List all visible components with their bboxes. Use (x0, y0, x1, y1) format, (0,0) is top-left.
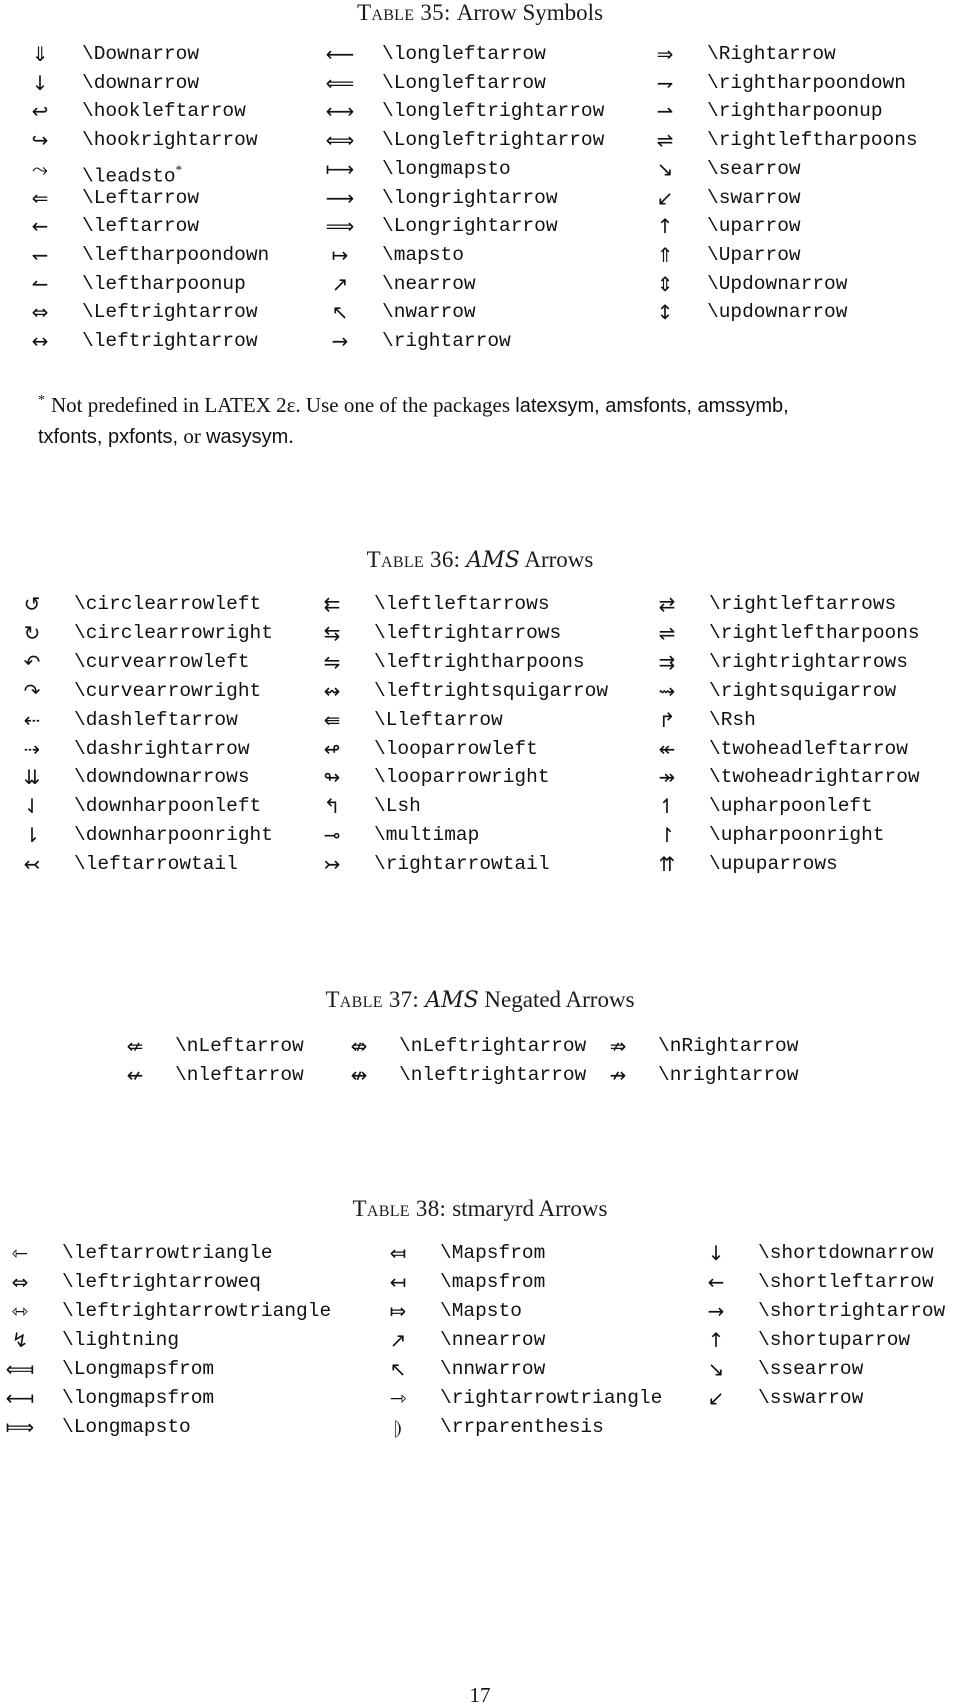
latex-command (707, 298, 847, 327)
arrow-symbol-icon: ↺ (23, 592, 41, 616)
latex-command-text: \longleftrightarrow (382, 100, 605, 123)
arrow-symbol-icon: ⇁ (656, 70, 674, 95)
arrow-symbol-icon: ⇔ (11, 1270, 29, 1294)
arrow-symbol-icon: → (331, 329, 349, 353)
latex-command (707, 155, 801, 184)
arrow-symbol-icon: ↦ (331, 242, 349, 267)
latex-command (374, 677, 608, 706)
footnote-marker: * (175, 161, 183, 177)
latex-command-text: \shortrightarrow (758, 1300, 946, 1322)
latex-command-text: \rrparenthesis (440, 1416, 604, 1438)
latex-command-text: \rightarrow (382, 330, 511, 352)
latex-command-text: \leftharpoonup (82, 272, 246, 295)
arrow-symbol-icon: ↿ (658, 794, 676, 819)
arrow-symbol-icon: ⇏ (609, 1034, 627, 1058)
latex-command (82, 298, 258, 327)
latex-command (374, 590, 550, 619)
arrow-symbol-icon: ↣ (323, 852, 341, 877)
latex-command-text: \nnwarrow (440, 1358, 546, 1380)
latex-command-text: \leftarrow (82, 215, 200, 238)
footnote-star: * (38, 393, 45, 408)
arrow-symbol-icon: ↘ (656, 156, 674, 181)
caption-rest: Arrow Symbols (456, 0, 604, 25)
arrow-symbol-icon: ⇒ (656, 42, 674, 66)
latex-command (382, 270, 476, 299)
arrow-symbol-icon: ⇚ (323, 707, 341, 732)
latex-command-text: \nwarrow (382, 301, 476, 324)
latex-command (74, 792, 261, 821)
latex-command (82, 270, 246, 299)
caption-prefix: Table 37: (325, 987, 426, 1012)
latex-command-text: \nrightarrow (658, 1064, 799, 1086)
latex-command (74, 619, 273, 648)
latex-command-text: \curvearrowright (74, 679, 262, 702)
latex-command-text: \upuparrows (709, 853, 838, 876)
caption-rest: Arrows (519, 547, 594, 572)
latex-command (440, 1239, 545, 1268)
latex-command (382, 327, 511, 356)
latex-command-text: \shortleftarrow (758, 1271, 934, 1293)
latex-command-text: \curvearrowleft (74, 650, 250, 673)
latex-command-text: \rightleftarrows (709, 593, 897, 615)
latex-command (62, 1239, 273, 1268)
latex-command (707, 126, 918, 155)
latex-command-text: \nnearrow (440, 1329, 546, 1351)
latex-command (440, 1297, 522, 1326)
arrow-symbol-icon: ⇠ (23, 707, 41, 732)
latex-command-text: \nLeftrightarrow (399, 1035, 587, 1057)
footnote-pkg-2: txfonts, pxfonts, (38, 426, 179, 448)
latex-command (709, 619, 920, 648)
latex-command-text: \leftrightarroweq (62, 1271, 261, 1293)
latex-command-text: \Leftrightarrow (82, 301, 258, 324)
arrow-symbol-icon: ↖ (389, 1357, 407, 1381)
latex-command (758, 1239, 934, 1268)
arrow-symbol-icon: ↙ (707, 1386, 725, 1410)
latex-command-text: \Downarrow (82, 43, 200, 65)
latex-command-text: \Longrightarrow (382, 215, 558, 238)
arrow-symbol-icon: ↱ (658, 707, 676, 732)
latex-command (707, 97, 883, 126)
arrow-symbol-icon: ← (707, 1270, 725, 1294)
arrow-symbol-icon: ↠ (658, 765, 676, 790)
arrow-symbol-icon: ⟶ (325, 185, 355, 210)
latex-command-text: \Longmapsto (62, 1416, 191, 1438)
latex-command-text: \Mapsto (440, 1300, 522, 1322)
latex-command (707, 40, 836, 69)
arrow-symbol-icon: ⇐ (31, 185, 49, 210)
arrow-symbol-icon: ↷ (23, 678, 41, 703)
latex-command-text: \lightning (62, 1329, 180, 1351)
arrow-symbol-icon: ⇑ (656, 242, 674, 267)
latex-command-text: \upharpoonright (709, 824, 885, 847)
arrow-symbol-icon: ↢ (23, 852, 41, 877)
arrow-symbol-icon: ⇔ (31, 300, 49, 325)
latex-command-text: \Lleftarrow (374, 708, 503, 731)
latex-command (374, 619, 561, 648)
latex-command-text: \circlearrowright (74, 621, 273, 644)
latex-command-text: \Leftarrow (82, 186, 200, 209)
latex-command (62, 1268, 261, 1297)
latex-command-text: \longleftarrow (382, 43, 546, 65)
footnote-text-2: or (178, 424, 207, 448)
arrow-symbol-icon: ⇍ (126, 1034, 144, 1058)
latex-command (74, 763, 250, 792)
latex-command-text: \Lsh (374, 795, 421, 818)
arrow-symbol-icon: ⟵ (325, 42, 355, 66)
arrow-symbol-icon: ⇕ (656, 271, 674, 296)
latex-command-text: \leftharpoondown (82, 243, 270, 266)
latex-command (175, 1032, 304, 1061)
arrow-symbol-icon: ⇀ (656, 99, 674, 124)
latex-command-text: \upharpoonleft (709, 795, 873, 818)
arrow-symbol-icon: ⇇ (323, 592, 341, 616)
latex-command (62, 1413, 191, 1442)
arrow-symbol-icon: ↪ (31, 128, 49, 153)
latex-command-text: \downarrow (82, 71, 200, 94)
page-number: 17 (469, 1683, 491, 1707)
latex-command-text: \leftrightsquigarrow (374, 679, 609, 702)
arrow-symbol-icon: ↬ (323, 765, 341, 790)
latex-command (709, 821, 885, 850)
arrow-symbol-icon: ↛ (609, 1063, 627, 1087)
latex-command (382, 241, 464, 270)
latex-command-text: \Rightarrow (707, 43, 836, 65)
latex-command-text: \Longmapsfrom (62, 1358, 215, 1380)
arrow-symbol-icon: ↞ (658, 736, 676, 761)
arrow-symbol-icon: ⟹ (325, 214, 355, 239)
latex-command-text: \swarrow (707, 186, 801, 209)
table-35-caption (0, 0, 960, 26)
latex-command-text: \hookrightarrow (82, 129, 258, 152)
arrow-symbol-icon: ⟸ (325, 70, 355, 95)
table-37-caption (0, 987, 960, 1013)
arrow-symbol-icon: ↭ (323, 678, 341, 703)
arrow-symbol-icon: ↩ (31, 99, 49, 124)
latex-command-text: \rightsquigarrow (709, 679, 897, 702)
arrow-symbol-icon: ⟽ (5, 1357, 35, 1381)
latex-command (374, 763, 550, 792)
latex-command-text: \rightharpoonup (707, 100, 883, 123)
latex-command (709, 706, 756, 735)
latex-command (82, 212, 199, 241)
latex-command (709, 763, 920, 792)
latex-command-text: \ssearrow (758, 1358, 864, 1380)
latex-command (707, 69, 906, 98)
arrow-symbol-icon: ⤇ (389, 1299, 407, 1323)
latex-command-text: \multimap (374, 824, 480, 847)
arrow-symbol-icon: ⇾ (389, 1386, 407, 1410)
latex-command-text: \hookleftarrow (82, 100, 246, 123)
latex-command (82, 126, 258, 155)
latex-command-text: \leftrightarrows (374, 621, 562, 644)
latex-command (709, 792, 873, 821)
arrow-symbol-icon: ⟾ (5, 1415, 35, 1439)
arrow-symbol-icon: ↓ (707, 1241, 725, 1265)
latex-command (74, 590, 261, 619)
latex-command-text: \dashrightarrow (74, 737, 250, 760)
arrow-symbol-icon: ⟺ (325, 128, 355, 153)
latex-command-text: \nearrow (382, 272, 476, 295)
latex-command-text: \Uparrow (707, 243, 801, 266)
arrow-symbol-icon: ↕ (656, 300, 674, 325)
latex-command (709, 590, 896, 619)
latex-command (74, 706, 238, 735)
arrow-symbol-icon: ⇈ (658, 852, 676, 877)
latex-command-text: \downharpoonright (74, 824, 273, 847)
latex-command (382, 212, 558, 241)
arrow-symbol-icon: ↘ (707, 1357, 725, 1381)
latex-command (374, 648, 585, 677)
arrow-symbol-icon: ⇋ (323, 649, 341, 674)
latex-command (382, 298, 476, 327)
latex-command-text: \rightleftharpoons (709, 621, 920, 644)
latex-command (440, 1413, 604, 1442)
latex-command (707, 212, 801, 241)
latex-command-text: \searrow (707, 157, 801, 180)
arrow-symbol-icon: ↚ (126, 1063, 144, 1087)
caption-rest: stmaryrd Arrows (452, 1196, 608, 1221)
latex-command (758, 1326, 910, 1355)
latex-command (709, 648, 908, 677)
footnote-pkg-1: latexsym, amsfonts, amssymb, (515, 395, 789, 417)
latex-command-text: \longmapsto (382, 157, 511, 180)
latex-command-text: \Updownarrow (707, 272, 848, 295)
latex-command (399, 1032, 586, 1061)
latex-command-text: \rightharpoondown (707, 71, 906, 94)
latex-command (709, 677, 896, 706)
latex-command (82, 97, 246, 126)
arrow-symbol-icon: ⇎ (350, 1034, 368, 1058)
arrow-symbol-icon: ↮ (350, 1063, 368, 1087)
latex-command-text: \nLeftarrow (175, 1035, 304, 1057)
arrow-symbol-icon: ↗ (389, 1328, 407, 1352)
footnote-text-3: . (288, 424, 294, 448)
latex-command-text: \leftarrowtail (74, 853, 238, 876)
latex-command-text: \nleftarrow (175, 1064, 304, 1086)
latex-command (74, 850, 238, 879)
arrow-symbol-icon: ↙ (656, 185, 674, 210)
latex-command (62, 1297, 331, 1326)
arrow-symbol-icon: ⇊ (23, 765, 41, 790)
latex-command (382, 184, 558, 213)
arrow-symbol-icon: ↑ (707, 1328, 725, 1352)
arrow-symbol-icon: ↰ (323, 794, 341, 819)
latex-command-text: \leftrightharpoons (374, 650, 585, 673)
latex-command-text: \Rsh (709, 708, 756, 731)
latex-command-text: \twoheadrightarrow (709, 766, 920, 789)
arrow-symbol-icon: ⇌ (658, 620, 676, 645)
arrow-symbol-icon: ⇆ (323, 620, 341, 645)
latex-command-text: \downharpoonleft (74, 795, 262, 818)
latex-command-text: \longmapsfrom (62, 1387, 215, 1409)
arrow-symbol-icon: ⦈ (394, 1415, 402, 1439)
latex-command (399, 1061, 586, 1090)
latex-command (82, 241, 269, 270)
latex-command (658, 1061, 798, 1090)
latex-command-text: \circlearrowleft (74, 593, 262, 615)
caption-prefix: Table 35: (356, 0, 457, 25)
arrow-symbol-icon: ⟷ (325, 99, 355, 124)
latex-command-text: \looparrowleft (374, 737, 538, 760)
latex-command (707, 241, 801, 270)
latex-command-text: \rightarrowtriangle (440, 1387, 663, 1409)
latex-command (707, 270, 847, 299)
latex-command (62, 1384, 214, 1413)
latex-command (382, 69, 546, 98)
footnote-pkg-3: wasysym (206, 426, 289, 448)
arrow-symbol-icon: ↤ (389, 1270, 407, 1294)
arrow-symbol-icon: ⇃ (23, 794, 41, 819)
latex-command-text: \longrightarrow (382, 186, 558, 209)
latex-command-text: \uparrow (707, 215, 801, 238)
latex-command (440, 1384, 662, 1413)
arrow-symbol-icon: ↽ (31, 242, 49, 267)
table-38-caption (0, 1196, 960, 1222)
arrow-symbol-icon: ↫ (323, 736, 341, 761)
latex-command-text: \looparrowright (374, 766, 550, 789)
arrow-symbol-icon: ↓ (31, 70, 49, 95)
arrow-symbol-icon: ↖ (331, 300, 349, 325)
caption-ams: AMS (466, 548, 520, 573)
caption-prefix: Table 38: (352, 1196, 453, 1221)
latex-command (440, 1326, 545, 1355)
latex-command (74, 735, 250, 764)
latex-command (374, 792, 421, 821)
latex-command-text: \dashleftarrow (74, 708, 238, 731)
latex-command-text: \nRightarrow (658, 1035, 799, 1057)
latex-command-text: \rightrightarrows (709, 650, 908, 673)
latex-command (62, 1355, 214, 1384)
latex-command (707, 184, 801, 213)
latex-command-text: \rightleftharpoons (707, 129, 918, 152)
caption-prefix: Table 36: (366, 547, 467, 572)
latex-command (382, 155, 511, 184)
latex-command (374, 735, 538, 764)
arrow-symbol-icon: ← (31, 214, 49, 239)
latex-command (440, 1268, 545, 1297)
latex-command-text: \Longleftarrow (382, 71, 546, 94)
latex-command-text: \updownarrow (707, 301, 848, 324)
latex-command (374, 706, 503, 735)
caption-ams: AMS (425, 988, 479, 1013)
arrow-symbol-icon: ↼ (31, 271, 49, 296)
arrow-symbol-icon: ⇓ (31, 42, 49, 66)
arrow-symbol-icon: ⤆ (389, 1241, 407, 1265)
latex-command (440, 1355, 545, 1384)
footnote (38, 386, 938, 452)
latex-command-text: \twoheadleftarrow (709, 737, 908, 760)
arrow-symbol-icon: ⊸ (323, 823, 341, 848)
arrow-symbol-icon: ↗ (331, 271, 349, 296)
arrow-symbol-icon: ↾ (658, 823, 676, 848)
latex-command (74, 677, 261, 706)
latex-command (709, 735, 908, 764)
arrow-symbol-icon: ⇌ (656, 128, 674, 153)
arrow-symbol-icon: ↶ (23, 649, 41, 674)
footnote-text-1: Not predefined in LATEX 2ε. Use one of the packages (51, 393, 516, 417)
arrow-symbol-icon: ↔ (31, 329, 49, 353)
arrow-symbol-icon: ⇝ (658, 678, 676, 703)
latex-command-text: \mapsfrom (440, 1271, 546, 1293)
table-36-caption (0, 547, 960, 573)
latex-command (758, 1384, 863, 1413)
latex-command-text: \downdownarrows (74, 766, 250, 789)
arrow-symbol-icon: ⇂ (23, 823, 41, 848)
arrow-symbol-icon: → (707, 1299, 725, 1323)
latex-command (82, 40, 199, 69)
latex-command (382, 126, 604, 155)
latex-command-text: \nleftrightarrow (399, 1064, 587, 1086)
arrow-symbol-icon: ⇢ (23, 736, 41, 761)
latex-command-text: \sswarrow (758, 1387, 864, 1409)
arrow-symbol-icon: ↑ (656, 214, 674, 239)
arrow-symbol-icon: ⟼ (325, 156, 355, 181)
latex-command (758, 1297, 945, 1326)
latex-command (758, 1355, 863, 1384)
latex-command-text: \Mapsfrom (440, 1242, 546, 1264)
latex-command-text: \leftrightarrow (82, 330, 258, 352)
latex-command-text: \shortdownarrow (758, 1242, 934, 1264)
arrow-symbol-icon: ↻ (23, 620, 41, 645)
latex-command (758, 1268, 934, 1297)
arrow-symbol-icon: ⇽ (11, 1241, 29, 1265)
latex-command (74, 821, 273, 850)
latex-command (175, 1061, 304, 1090)
latex-command-text: \leftleftarrows (374, 593, 550, 615)
latex-command-text: \shortuparrow (758, 1329, 911, 1351)
latex-command (82, 327, 258, 356)
arrow-symbol-icon: ↯ (11, 1328, 29, 1352)
latex-command (658, 1032, 798, 1061)
arrow-symbol-icon: ⤳ (32, 156, 48, 181)
latex-command (82, 69, 199, 98)
latex-command-text: \leftarrowtriangle (62, 1242, 273, 1264)
caption-rest: Negated Arrows (478, 987, 635, 1012)
latex-command-text: \leftrightarrowtriangle (62, 1300, 332, 1322)
latex-command (382, 97, 604, 126)
latex-command (374, 850, 550, 879)
latex-command-text: \rightarrowtail (374, 853, 550, 876)
latex-command-text: \mapsto (382, 243, 464, 266)
latex-command (82, 184, 199, 213)
arrow-symbol-icon: ⇉ (658, 649, 676, 674)
latex-command (62, 1326, 179, 1355)
latex-command (74, 648, 250, 677)
latex-command (382, 40, 546, 69)
latex-command (374, 821, 479, 850)
arrow-symbol-icon: ⇿ (11, 1299, 29, 1323)
latex-command-text: \leadsto (82, 165, 176, 188)
latex-command-text: \Longleftrightarrow (382, 129, 605, 152)
arrow-symbol-icon: ⇄ (658, 592, 676, 616)
arrow-symbol-icon: ⟻ (5, 1386, 35, 1410)
latex-command (709, 850, 838, 879)
